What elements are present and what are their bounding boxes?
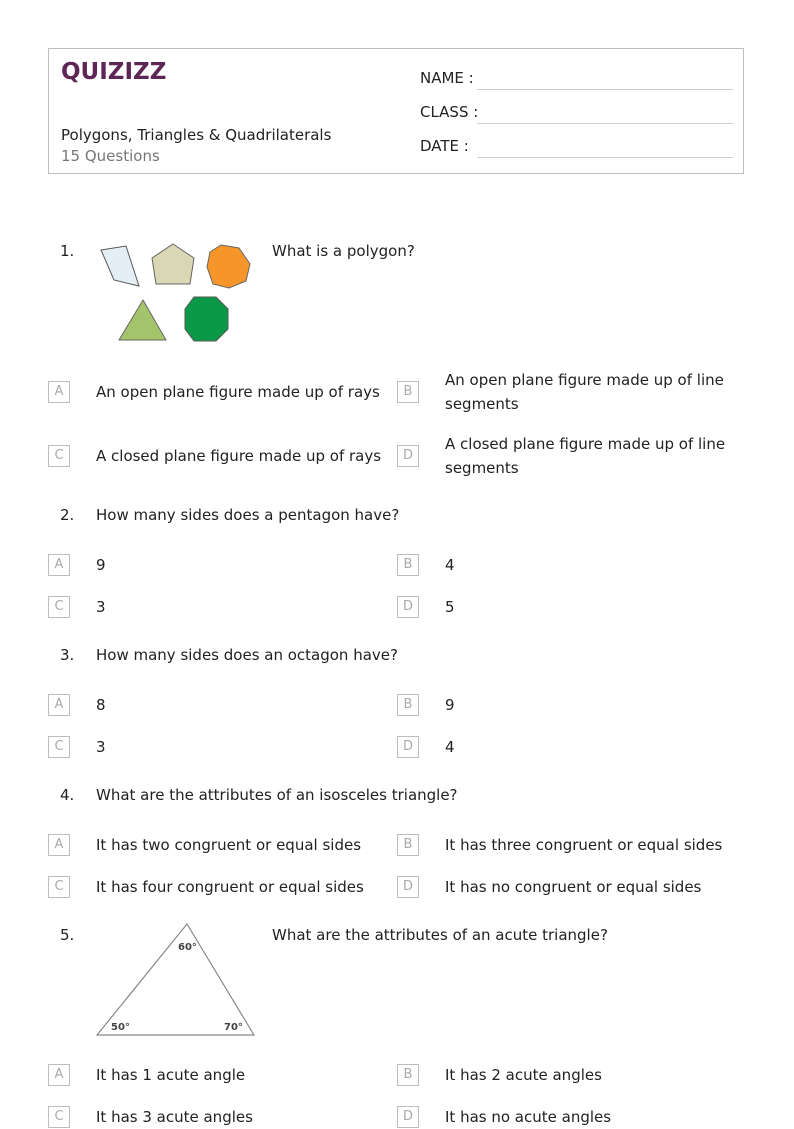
question-count: 15 Questions — [61, 147, 160, 165]
option-c-box[interactable]: C — [48, 736, 70, 758]
option-d-text[interactable]: 4 — [445, 738, 455, 756]
option-b-text[interactable]: It has 2 acute angles — [445, 1066, 602, 1084]
option-c-text[interactable]: It has four congruent or equal sides — [96, 878, 364, 896]
option-b-box[interactable]: B — [397, 554, 419, 576]
option-d-box[interactable]: D — [397, 876, 419, 898]
option-d-box[interactable]: D — [397, 596, 419, 618]
option-d-box[interactable]: D — [397, 1106, 419, 1128]
class-line[interactable] — [477, 123, 733, 124]
option-c-text[interactable]: 3 — [96, 738, 106, 756]
option-c-text[interactable]: 3 — [96, 598, 106, 616]
option-d-box[interactable]: D — [397, 445, 419, 467]
option-c-text[interactable]: A closed plane figure made up of rays — [96, 447, 382, 465]
question-text: What are the attributes of an acute triangle? — [272, 926, 608, 944]
option-c-box[interactable]: C — [48, 445, 70, 467]
worksheet-header — [48, 48, 744, 174]
option-a-text[interactable]: It has 1 acute angle — [96, 1066, 246, 1084]
name-line[interactable] — [477, 89, 733, 90]
question-text: How many sides does an octagon have? — [96, 646, 398, 664]
question-number: 5. — [60, 926, 75, 944]
option-b-box[interactable]: B — [397, 834, 419, 856]
option-b-box[interactable]: B — [397, 694, 419, 716]
option-c-box[interactable]: C — [48, 596, 70, 618]
option-b-text[interactable]: 4 — [445, 556, 455, 574]
class-label: CLASS : — [420, 103, 479, 121]
option-a-box[interactable]: A — [48, 1064, 70, 1086]
date-label: DATE : — [420, 137, 469, 155]
question-text: What is a polygon? — [272, 242, 415, 260]
option-d-text[interactable]: A closed plane figure made up of line segments — [445, 435, 726, 477]
option-a-box[interactable]: A — [48, 694, 70, 716]
option-d-text[interactable]: 5 — [445, 598, 455, 616]
option-c-box[interactable]: C — [48, 1106, 70, 1128]
question-number: 1. — [60, 242, 75, 260]
option-d-text[interactable]: It has no acute angles — [445, 1108, 612, 1126]
option-d-text[interactable]: It has no congruent or equal sides — [445, 878, 702, 896]
option-b-text[interactable]: An open plane figure made up of line segments — [445, 371, 724, 413]
angle-label-right: 70° — [224, 1022, 243, 1033]
option-c-box[interactable]: C — [48, 876, 70, 898]
question-number: 2. — [60, 506, 75, 524]
option-a-box[interactable]: A — [48, 554, 70, 576]
acute-triangle-figure — [94, 921, 258, 1039]
polygons-figure — [96, 240, 256, 344]
option-a-text[interactable]: 9 — [96, 556, 106, 574]
option-a-text[interactable]: An open plane figure made up of rays — [96, 383, 380, 401]
option-b-text[interactable]: 9 — [445, 696, 455, 714]
option-a-text[interactable]: 8 — [96, 696, 106, 714]
question-text: What are the attributes of an isosceles triangle? — [96, 786, 458, 804]
question-number: 3. — [60, 646, 75, 664]
option-a-text[interactable]: It has two congruent or equal sides — [96, 836, 362, 854]
angle-label-left: 50° — [111, 1022, 130, 1033]
angle-label-top: 60° — [178, 942, 197, 953]
question-text: How many sides does a pentagon have? — [96, 506, 400, 524]
quizizz-logo: QUIZIZZ — [61, 59, 167, 85]
question-number: 4. — [60, 786, 75, 804]
date-line[interactable] — [477, 157, 733, 158]
option-b-text[interactable]: It has three congruent or equal sides — [445, 836, 723, 854]
option-b-box[interactable]: B — [397, 381, 419, 403]
option-d-box[interactable]: D — [397, 736, 419, 758]
option-a-box[interactable]: A — [48, 381, 70, 403]
name-label: NAME : — [420, 69, 474, 87]
option-c-text[interactable]: It has 3 acute angles — [96, 1108, 253, 1126]
option-b-box[interactable]: B — [397, 1064, 419, 1086]
option-a-box[interactable]: A — [48, 834, 70, 856]
worksheet-title: Polygons, Triangles & Quadrilaterals — [61, 126, 332, 144]
